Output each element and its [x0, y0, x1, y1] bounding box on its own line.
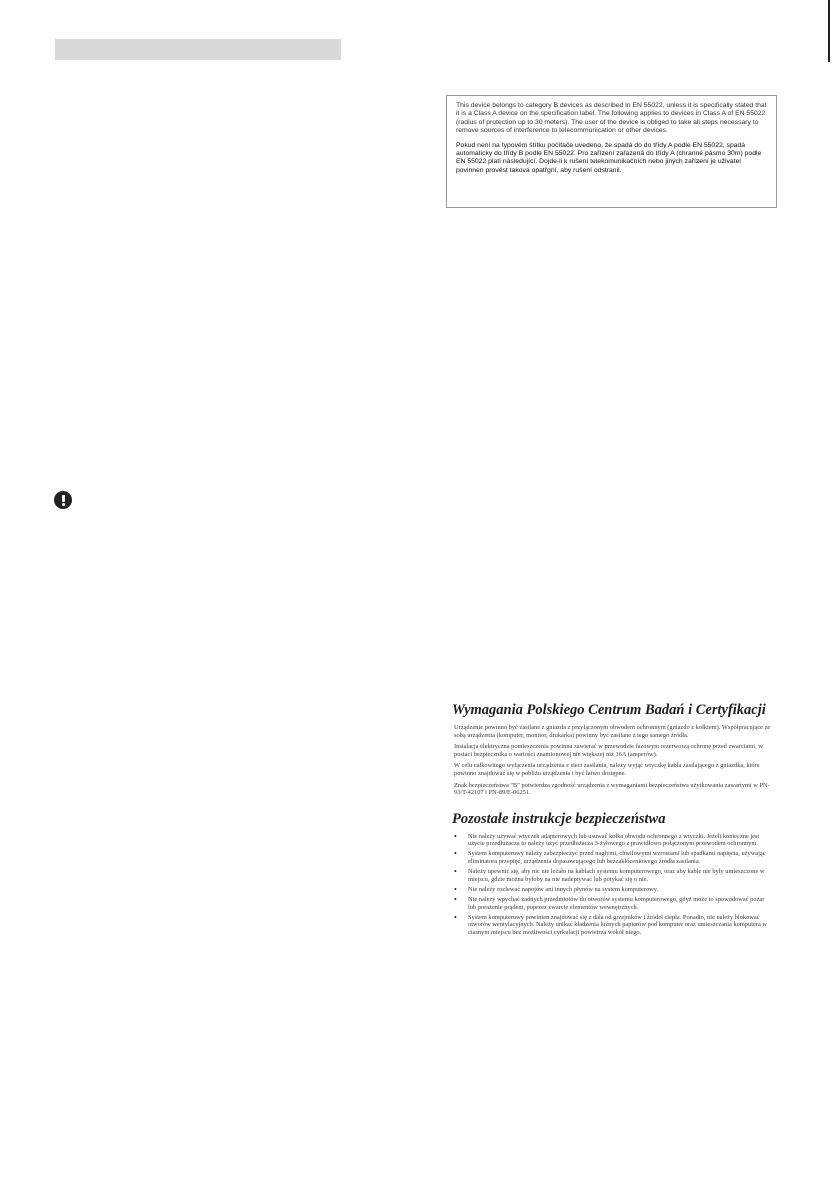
list-item: • Nie należy rozlewać napojów ani innych płynów na system komputerowy. — [454, 884, 659, 894]
list-item: • Nie należy wpychać żadnych przedmiotów do otworów systemu komputerowego, gdyż może to spowodować pożar lub porażenie prądem, poprzez zwarcie elementów wewnętrznych. — [454, 894, 765, 911]
bullet-icon: • — [454, 867, 457, 877]
emc-notice-czech: Pokud není na typovém štítku počítače uvedeno, že spadá do do třídy A podle EN 55022, spadá automaticky do třídy B podle EN 55022. Pro zařízení zařazená do třídy A (chranné pásmo 30m) podle EN 55022 platí následující. Dojde-li k rušení telekomunikačních nebo jiných zařízení je uživatel povinnen provést taková opatřgní, aby rušení odstranil. — [456, 141, 762, 174]
list-item: • System komputerowy należy zabezpieczyć przed nagłymi, chwilowymi wzrostami lub spadkami napięcia, używając eliminatora przepięć, urządzenia dopasowującego lub bezzakłóceniowego źródła zasilania. — [454, 849, 766, 866]
polish-title-requirements: Wymagania Polskiego Centrum Badań i Certyfikacji — [452, 702, 766, 718]
section-header-bar — [55, 39, 341, 60]
bullet-icon: • — [454, 831, 457, 841]
list-item: • System komputerowy powinien znajdować się z dala od grzejników i źródeł ciepła. Ponadto, nie należy blokować otworów wentylacyjnych. Należy unikać kładzenia luźnych papierów pod komputer oraz umieszczania komputera w ciasnym miejscu bez możliwości cyrkulacji powietrza wokół niego. — [454, 912, 768, 936]
bullet-icon: • — [454, 912, 457, 922]
polish-paragraph: W celu całkowitego wyłączenia urządzenia z sieci zasilania, należy wyjąć wtyczkę kabla zasilającego z gniazdka, które powinno znajdować się w pobliżu urządzenia i być łatwo dostępne. — [454, 762, 760, 777]
polish-title-safety: Pozostałe instrukcje bezpieczeństwa — [452, 810, 666, 827]
bullet-icon: • — [454, 894, 457, 904]
safety-instructions-list — [452, 833, 772, 937]
polish-paragraph: Urządzenie powinno być zasilane z gniazda z przyłączonym obwodem ochronnym (gniazdo z kołkiem). Współpracujące ze sobą urządzenia (komputer, monitor, drukarka) powinny być zasilane z tego samego źródła. — [454, 724, 771, 739]
polish-certification-section — [452, 702, 772, 939]
polish-paragraph: Instalacja elektryczna pomieszczenia powinna zawierać w przewodzie fazowym rezerwową ochronę przed zwarciami, w postaci bezpiecznika o wartości znamionowej nie większej niż 16A (amperów). — [454, 743, 763, 758]
list-item: • Nie należy używać wtyczek adapterowych lub usuwać kołka obwodu ochronnego z wtyczki. Jeżeli konieczne jest użycie przedłużacza to należy użyć przedłużacza 3-żyłowego z prawidłowo połączonym przewodem ochronnym. — [454, 831, 760, 848]
exclamation-circle-icon — [54, 491, 72, 509]
emc-notice-box — [446, 95, 777, 208]
bullet-icon: • — [454, 884, 457, 894]
polish-paragraph: Znak bezpieczeństwa "B" potwierdza zgodność urządzenia z wymaganiami bezpieczeństwa użytkowania zawartymi w PN-93/T-42107 i PN-89/E-06251. — [454, 781, 770, 797]
page-edge-marker — [828, 0, 830, 62]
bullet-icon: • — [454, 849, 457, 859]
emc-notice-english: This device belongs to category B devices as described in EN 55022, unless it is specifically stated that it is a Class A device on the specification label. The following applies to devices in Class A of EN 55022 (radius of protection up to 30 meters). The user of the device is obliged to take all steps necessary to remove sources of interference to telecommunication or other devices. — [456, 102, 767, 135]
list-item: • Należy upewnić się, aby nic nie leżało na kablach systemu komputerowego, oraz aby kable nie były umieszczone w miejscu, gdzie można byłoby na nie nadeptywać lub potykać się o nie. — [454, 867, 765, 883]
